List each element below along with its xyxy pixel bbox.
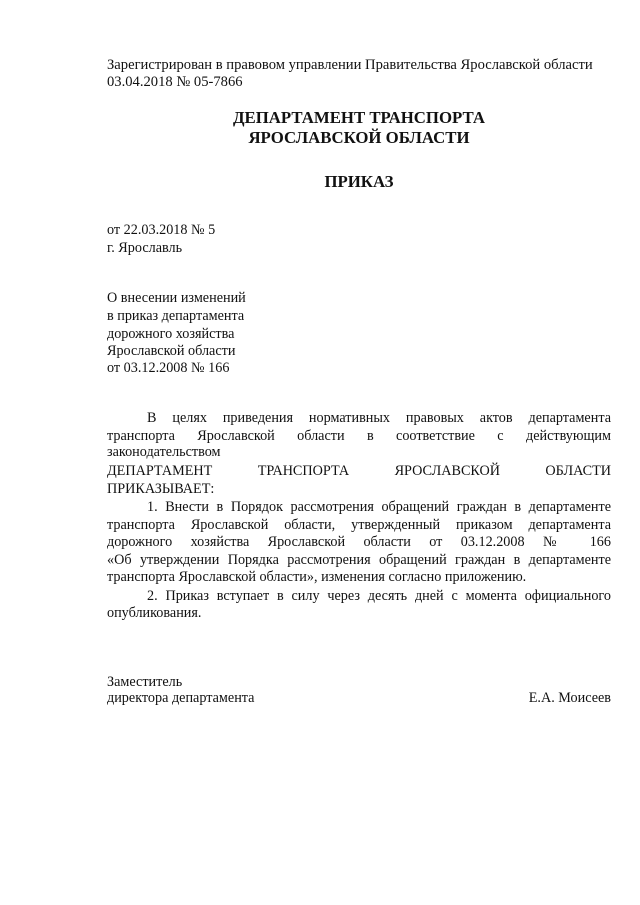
document-type-title: ПРИКАЗ	[324, 172, 394, 191]
subject-line: О внесении изменений	[107, 290, 246, 306]
document-city: г. Ярославль	[107, 240, 183, 256]
item-1-line: транспорта Ярославской области», изменения согласно приложению.	[107, 569, 527, 585]
subject-line: Ярославской области	[107, 343, 236, 359]
registration-line-2: 03.04.2018 № 05-7866	[107, 74, 243, 90]
item-1-line: дорожного хозяйства Ярославской области от 03.12.2008 № 166	[107, 534, 611, 550]
department-title-line-1: ДЕПАРТАМЕНТ ТРАНСПОРТА	[233, 108, 485, 127]
preamble-line: законодательством	[107, 444, 221, 460]
orders-line-2: ПРИКАЗЫВАЕТ:	[107, 481, 215, 497]
orders-line-1: ДЕПАРТАМЕНТ ТРАНСПОРТА ЯРОСЛАВСКОЙ ОБЛАСТИ	[107, 463, 611, 479]
subject-line: от 03.12.2008 № 166	[107, 360, 230, 376]
subject-line: в приказ департамента	[107, 308, 245, 324]
item-2-line: опубликования.	[107, 605, 202, 621]
item-2-line: 2. Приказ вступает в силу через десять дней с момента официального	[147, 588, 611, 604]
signatory-name: Е.А. Моисеев	[528, 690, 611, 706]
signature-row	[107, 690, 611, 706]
document-date-number: от 22.03.2018 № 5	[107, 222, 216, 238]
signatory-title-line-2: директора департамента	[107, 690, 255, 706]
item-1-line: 1. Внести в Порядок рассмотрения обращений граждан в департаменте	[147, 499, 611, 515]
signatory-title-line-1: Заместитель	[107, 674, 183, 690]
preamble-line: транспорта Ярославской области в соответствие с действующим	[107, 428, 611, 444]
item-1-line: транспорта Ярославской области, утвержденный приказом департамента	[107, 517, 611, 533]
item-1-line: «Об утверждении Порядка рассмотрения обращений граждан в департаменте	[107, 552, 611, 568]
subject-line: дорожного хозяйства	[107, 326, 235, 342]
registration-line-1: Зарегистрирован в правовом управлении Правительства Ярославской области	[107, 57, 593, 73]
preamble-line: В целях приведения нормативных правовых актов департамента	[147, 410, 611, 426]
department-title-line-2: ЯРОСЛАВСКОЙ ОБЛАСТИ	[248, 128, 470, 147]
